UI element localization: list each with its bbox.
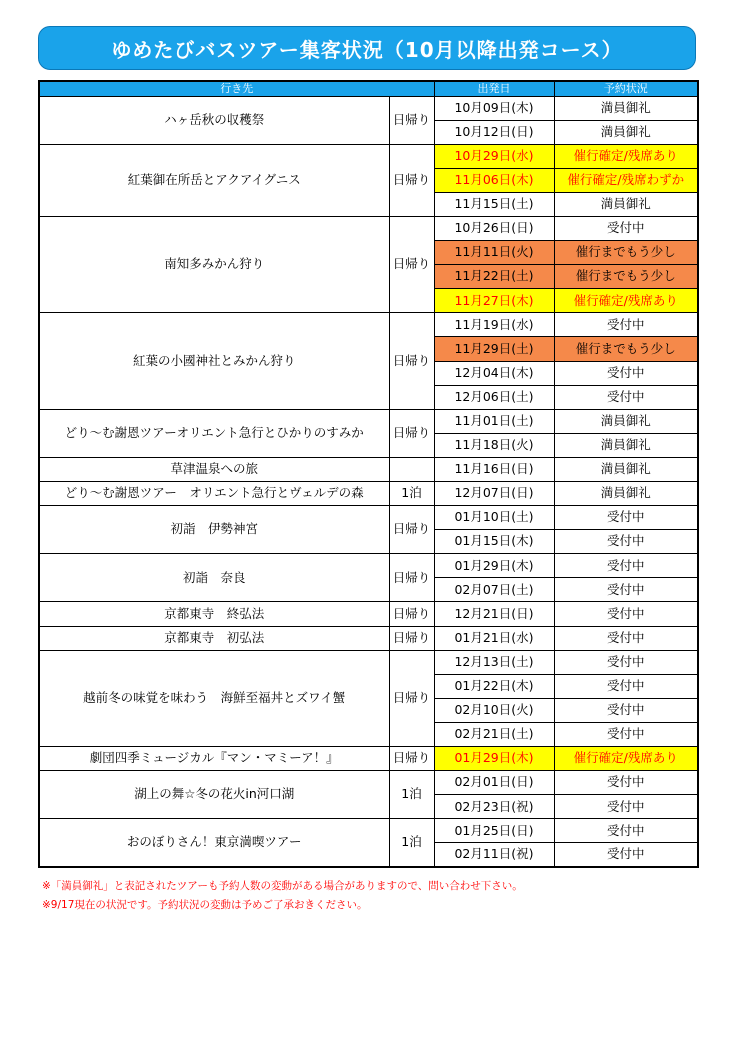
- departure-date: 12月06日(土): [434, 385, 554, 409]
- table-row: [39, 819, 698, 843]
- departure-date: 10月09日(木): [434, 96, 554, 120]
- tour-duration: 日帰り: [389, 506, 434, 554]
- reservation-status: 受付中: [554, 843, 698, 867]
- tour-status-table: [38, 80, 699, 868]
- tour-name: おのぼりさん！東京満喫ツアー: [39, 819, 389, 867]
- reservation-status: 受付中: [554, 795, 698, 819]
- table-row: [39, 216, 698, 240]
- reservation-status: 催行確定/残席あり: [554, 289, 698, 313]
- departure-date: 11月11日(火): [434, 241, 554, 265]
- departure-date: 02月23日(祝): [434, 795, 554, 819]
- tour-duration: 日帰り: [389, 554, 434, 602]
- tour-duration: 日帰り: [389, 409, 434, 457]
- header-status: 予約状況: [554, 81, 698, 96]
- reservation-status: 受付中: [554, 313, 698, 337]
- reservation-status: 受付中: [554, 506, 698, 530]
- tour-duration: 1泊: [389, 482, 434, 506]
- tour-name: 京都東寺 初弘法: [39, 626, 389, 650]
- reservation-status: 満員御礼: [554, 482, 698, 506]
- departure-date: 12月13日(土): [434, 650, 554, 674]
- table-row: [39, 144, 698, 168]
- tour-duration: [389, 457, 434, 481]
- table-row: [39, 409, 698, 433]
- departure-date: 02月21日(土): [434, 722, 554, 746]
- header-departure: 出発日: [434, 81, 554, 96]
- reservation-status: 受付中: [554, 361, 698, 385]
- reservation-status: 受付中: [554, 626, 698, 650]
- departure-date: 12月21日(日): [434, 602, 554, 626]
- departure-date: 11月01日(土): [434, 409, 554, 433]
- tour-name: ハヶ岳秋の収穫祭: [39, 96, 389, 144]
- departure-date: 12月07日(日): [434, 482, 554, 506]
- table-row: [39, 457, 698, 481]
- tour-duration: 1泊: [389, 819, 434, 867]
- reservation-status: 受付中: [554, 530, 698, 554]
- tour-duration: 日帰り: [389, 144, 434, 216]
- departure-date: 01月29日(木): [434, 554, 554, 578]
- departure-date: 11月06日(木): [434, 168, 554, 192]
- reservation-status: 満員御礼: [554, 192, 698, 216]
- reservation-status: 受付中: [554, 674, 698, 698]
- departure-date: 01月29日(木): [434, 747, 554, 771]
- reservation-status: 催行確定/残席あり: [554, 144, 698, 168]
- reservation-status: 催行確定/残席あり: [554, 747, 698, 771]
- departure-date: 11月27日(木): [434, 289, 554, 313]
- tour-name: 劇団四季ミュージカル『マン・マミーア！』: [39, 747, 389, 771]
- departure-date: 10月29日(水): [434, 144, 554, 168]
- tour-name: 湖上の舞☆冬の花火in河口湖: [39, 771, 389, 819]
- reservation-status: 受付中: [554, 650, 698, 674]
- reservation-status: 催行確定/残席わずか: [554, 168, 698, 192]
- departure-date: 11月22日(土): [434, 265, 554, 289]
- header-destination: 行き先: [39, 81, 434, 96]
- reservation-status: 満員御礼: [554, 120, 698, 144]
- reservation-status: 受付中: [554, 216, 698, 240]
- reservation-status: 受付中: [554, 602, 698, 626]
- reservation-status: 催行までもう少し: [554, 337, 698, 361]
- tour-name: 京都東寺 終弘法: [39, 602, 389, 626]
- tour-duration: 日帰り: [389, 602, 434, 626]
- page-title: ゆめたびバスツアー集客状況（10月以降出発コース）: [38, 26, 696, 70]
- table-row: [39, 771, 698, 795]
- footnote-1: ※「満員御礼」と表記されたツアーも予約人数の変動がある場合がありますので、問い合わせ下さい。: [42, 880, 523, 892]
- tour-name: どり～む謝恩ツアーオリエント急行とひかりのすみか: [39, 409, 389, 457]
- table-header-row: [39, 81, 698, 96]
- table-row: [39, 482, 698, 506]
- tour-duration: 日帰り: [389, 747, 434, 771]
- tour-name: 紅葉の小國神社とみかん狩り: [39, 313, 389, 409]
- reservation-status: 受付中: [554, 578, 698, 602]
- reservation-status: 受付中: [554, 554, 698, 578]
- departure-date: 01月22日(木): [434, 674, 554, 698]
- table-row: [39, 602, 698, 626]
- tour-duration: 日帰り: [389, 216, 434, 312]
- departure-date: 10月26日(日): [434, 216, 554, 240]
- tour-name: 初詣 奈良: [39, 554, 389, 602]
- departure-date: 02月10日(火): [434, 698, 554, 722]
- tour-duration: 日帰り: [389, 626, 434, 650]
- table-row: [39, 650, 698, 674]
- departure-date: 11月19日(水): [434, 313, 554, 337]
- reservation-status: 受付中: [554, 722, 698, 746]
- table-row: [39, 313, 698, 337]
- table-row: [39, 554, 698, 578]
- departure-date: 02月01日(日): [434, 771, 554, 795]
- tour-duration: 日帰り: [389, 313, 434, 409]
- table-row: [39, 506, 698, 530]
- table-row: [39, 626, 698, 650]
- reservation-status: 受付中: [554, 385, 698, 409]
- tour-duration: 日帰り: [389, 650, 434, 746]
- reservation-status: 催行までもう少し: [554, 241, 698, 265]
- departure-date: 02月07日(土): [434, 578, 554, 602]
- tour-name: 紅葉御在所岳とアクアイグニス: [39, 144, 389, 216]
- reservation-status: 催行までもう少し: [554, 265, 698, 289]
- tour-name: 初詣 伊勢神宮: [39, 506, 389, 554]
- departure-date: 01月15日(木): [434, 530, 554, 554]
- reservation-status: 受付中: [554, 698, 698, 722]
- departure-date: 11月18日(火): [434, 433, 554, 457]
- reservation-status: 満員御礼: [554, 433, 698, 457]
- departure-date: 02月11日(祝): [434, 843, 554, 867]
- tour-name: 南知多みかん狩り: [39, 216, 389, 312]
- departure-date: 12月04日(木): [434, 361, 554, 385]
- departure-date: 11月16日(日): [434, 457, 554, 481]
- departure-date: 11月29日(土): [434, 337, 554, 361]
- departure-date: 11月15日(土): [434, 192, 554, 216]
- reservation-status: 満員御礼: [554, 96, 698, 120]
- reservation-status: 受付中: [554, 819, 698, 843]
- tour-name: 草津温泉への旅: [39, 457, 389, 481]
- departure-date: 01月25日(日): [434, 819, 554, 843]
- tour-name: 越前冬の味覚を味わう 海鮮至福丼とズワイ蟹: [39, 650, 389, 746]
- table-row: [39, 747, 698, 771]
- departure-date: 01月10日(土): [434, 506, 554, 530]
- departure-date: 01月21日(水): [434, 626, 554, 650]
- tour-duration: 1泊: [389, 771, 434, 819]
- table-row: [39, 96, 698, 120]
- footnote-2: ※9/17現在の状況です。予約状況の変動は予めご了承おきください。: [42, 899, 368, 911]
- tour-name: どり～む謝恩ツアー オリエント急行とヴェルデの森: [39, 482, 389, 506]
- departure-date: 10月12日(日): [434, 120, 554, 144]
- reservation-status: 満員御礼: [554, 409, 698, 433]
- reservation-status: 満員御礼: [554, 457, 698, 481]
- tour-duration: 日帰り: [389, 96, 434, 144]
- reservation-status: 受付中: [554, 771, 698, 795]
